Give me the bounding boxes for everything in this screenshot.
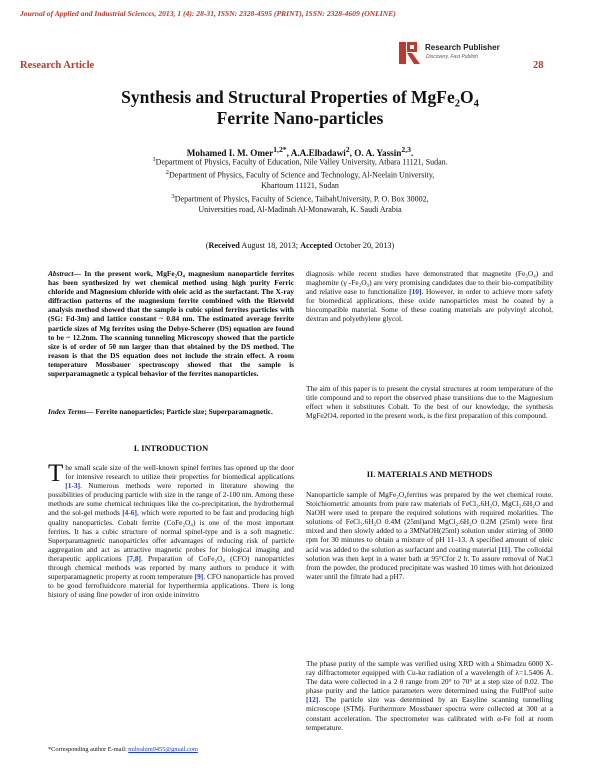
affiliation-3 — [160, 192, 440, 216]
accepted-label: Accepted — [300, 241, 333, 250]
section-heading-methods: II. MATERIALS AND METHODS — [366, 470, 493, 479]
citation-link[interactable]: [7,8] — [126, 553, 141, 563]
corresponding-author-footnote — [48, 746, 294, 753]
title-line-1: Synthesis and Structural Properties of MgFe₂O₄ — [121, 87, 479, 107]
publisher-tagline: Discovery, Fast Publish — [426, 54, 478, 60]
author-name: O. A. Yassin — [354, 148, 402, 159]
intro-text: he small scale size of the well-known spinel ferrites has opened up the door for intensive research to utilize their properties for biomedical applications — [65, 463, 294, 482]
page-number: 28 — [533, 60, 544, 71]
author-affiliation-mark: 1,2* — [273, 145, 287, 154]
section-heading-introduction: I. INTRODUCTION — [133, 444, 209, 453]
body-text: . The particle size was determined by an Easyline scanning tunnelling microscope (STM). Furthermore Mossbauer spectra were collected at 300 at a constant acceleration. The spectrometer was calibrated with α-Fe foil at room temperature. — [306, 695, 553, 732]
title-line-2: Ferrite Nano-particles — [216, 108, 384, 128]
intro-text: . Numerous methods were reported in literature showing the possibilities of producing particle with size in the range of 2-100 nm. Among these methods are some chemical techniques like the co-precipitation, the hydrothermal and the sol-gel methods — [48, 481, 294, 518]
dates-open: ( — [205, 241, 209, 250]
publisher-logo-icon — [398, 41, 422, 65]
author-affiliation-mark: 2 — [345, 145, 350, 154]
body-text: . However, in order to achieve more safety for biomedical applications, these oxide nanoparticles must be coated by a biocompatible material. Some of these coating materials are polyvinyl alcohol, dextran and polyethylene glycol. — [306, 287, 553, 324]
abstract-text: In the present work, MgFe₂O₄ magnesium nanoparticle ferrites has been synthesized by wet chemical method using high purity Ferric chloride and Magnesium chloride with oleic acid as the surfactant. The X-ray diffraction patterns of the magnesium ferrite combined with the Rietveld analysis method showed that the sample is cubic spinel ferrites particles with (SG: Fd-3m) and lattice constant ~ 0.84 nm. The estimated average ferrite particle sizes of Mg ferrites using the Debye-Scherer (DS) equation are found to be ~ 12.2nm. The scanning tunneling Microscopy showed that the particle size is of order of 50 nm larger than that obtained by the DS method. The reason is that the DS equation does not include the strain effect. A room temperature Mossbauer spectroscopy showed that the sample is superparamagnetic a typical behavior of the ferrites nanoparticles. — [48, 269, 294, 379]
citation-link[interactable]: [1-3] — [65, 481, 81, 491]
citation-link[interactable]: [9] — [194, 572, 204, 582]
body-text: . The colloidal solution was then kept in a water bath at 95°Cfor 2 h. To assure removal of NaCl from the powder, the produced precipitate was washed 10 times with hot deionized water until the filtrate had a pH7. — [306, 544, 553, 581]
body-text: The phase purity of the sample was verified using XRD with a Shimadzu 6000 X-ray diffractometer equipped with Cu-kα radiation of a wavelength of λ=1.5406 Å. The data were collected in a 2 θ range from 20° to 70° at a step size of 0.02. The phase purity and the lattice parameters were determined using the FullProf suite — [306, 659, 553, 696]
publisher-logo — [398, 41, 520, 65]
author-affiliation-mark: 2,3 — [401, 145, 411, 154]
author-email-link[interactable]: mibrahim9455@gmail.com — [128, 746, 198, 753]
affiliation-mark: 3 — [171, 193, 175, 200]
intro-text: . Preparation of CoFe₂O₄ (CFO) nanoparticles through chemical methods was reported by many authors to produce it with superparamagnetic property at room temperature — [48, 553, 294, 582]
journal-header: Journal of Applied and Industrial Sciences, 2013, 1 (4): 28-31, ISSN: 2328-4595 (PRINT), ISSN: 2328-4609 (ONLINE) — [20, 9, 396, 18]
accepted-date: October 20, 2013) — [332, 241, 395, 250]
index-terms-text: Ferrite nanoparticles; Particle size; Superparamagnetic. — [93, 407, 273, 416]
affiliation-text: Department of Physics, Faculty of Education, Nile Valley University, Atbara 11121, Sudan. — [155, 157, 448, 167]
received-date: August 18, 2013; — [239, 241, 301, 250]
body-text: Nanoparticle sample of MgFe₂O₄ferrites was prepared by the wet chemical route. Stoichiometric amounts from pure raw materials of FeCl₃.6H₂O, MgCl₂.6H₂O and NaOH were used to prepare the required solutions with required molarities. The solutions of FeCl₃.6H₂O 0.4M (25ml)and MgCl₂.6H₂O 0.2M (25ml) were first mixed and then slowly added to a 3MNaOH(25ml) solution under stirring of 3000 rpm for 30 minutes to obtain a mixture of pH 11–13. A specified amount of oleic acid was added to the solution as surfactant and coating material — [306, 490, 553, 554]
affiliation-text: Department of Physics, Faculty of Science and Technology, Al-Neelain University, Khartoum 11121, Sudan — [169, 170, 435, 191]
affiliation-1 — [100, 155, 500, 168]
intro-text: , which were reported to be fast and producing high quality nanoparticles. Cobalt ferrite (CoFe₂O₄) is one of the most important ferrites. It has a cubic structure of normal spinel-type and is a soft magnetic. Superparamagnetic nanoparticles offer advantages of reducing risk of particle aggregation and act as attractive magnetic probes for biological imaging and therapeutic applications — [48, 508, 294, 563]
affiliation-mark: 2 — [165, 169, 169, 176]
citation-link[interactable]: [10] — [409, 287, 422, 297]
affiliation-2 — [160, 168, 440, 192]
footnote-label: *Corresponding author E-mail: — [48, 746, 129, 753]
article-type: Research Article — [20, 60, 95, 71]
author-separator: , — [349, 148, 355, 159]
received-label: Received — [208, 241, 240, 250]
citation-link[interactable]: [4-6] — [122, 508, 137, 518]
index-terms — [48, 407, 294, 416]
article-dates — [100, 241, 500, 250]
drop-cap: T — [48, 460, 64, 487]
author-end: . — [411, 148, 414, 159]
intro-continued-paragraph — [306, 269, 553, 324]
intro-text: . CFO nanoparticle has proved to be good ferrofluidcore material for hyperthermia applications. There is long history of using fine powder of iron oxide ininvitro — [48, 572, 295, 600]
body-text: diagnosis while recent studies have demonstrated that magnetite (Fe₃O₄) and maghemite (γ -Fe₂O₃) are very promising candidates due to their bio-compatibility and relative ease to functionalize — [306, 269, 553, 297]
aim-paragraph: The aim of this paper is to present the crystal structures at room temperature of the title compound and to report the observed phase transitions due to the Magnesium effect when it substitutes Cobalt. To the best of our knowledge, the synthesis MgFe2O4, reported in the present work, is the first preparation of this compound. — [306, 384, 553, 421]
abstract-label: Abstract— — [48, 269, 81, 278]
publisher-name: Research Publisher — [425, 43, 500, 52]
affiliation-mark: 1 — [152, 156, 156, 163]
paper-title — [40, 87, 560, 129]
affiliation-text: Department of Physics, Faculty of Science, TaibahUniversity, P. O. Box 30002, Universities road, Al-Madinah Al-Monawarah, K. Saudi Arabia — [174, 194, 429, 215]
author-name: Mohamed I. M. Omer — [186, 148, 274, 159]
author-name: A.A.Elbadawi — [290, 148, 346, 159]
citation-link[interactable]: [12] — [306, 695, 319, 705]
abstract — [48, 269, 294, 378]
author-separator: , — [286, 148, 291, 159]
citation-link[interactable]: [11] — [498, 544, 511, 554]
introduction-paragraph — [48, 460, 295, 600]
methods-paragraph-2 — [306, 659, 553, 732]
methods-paragraph-1 — [306, 490, 553, 581]
index-terms-label: Index Terms— — [48, 407, 94, 416]
